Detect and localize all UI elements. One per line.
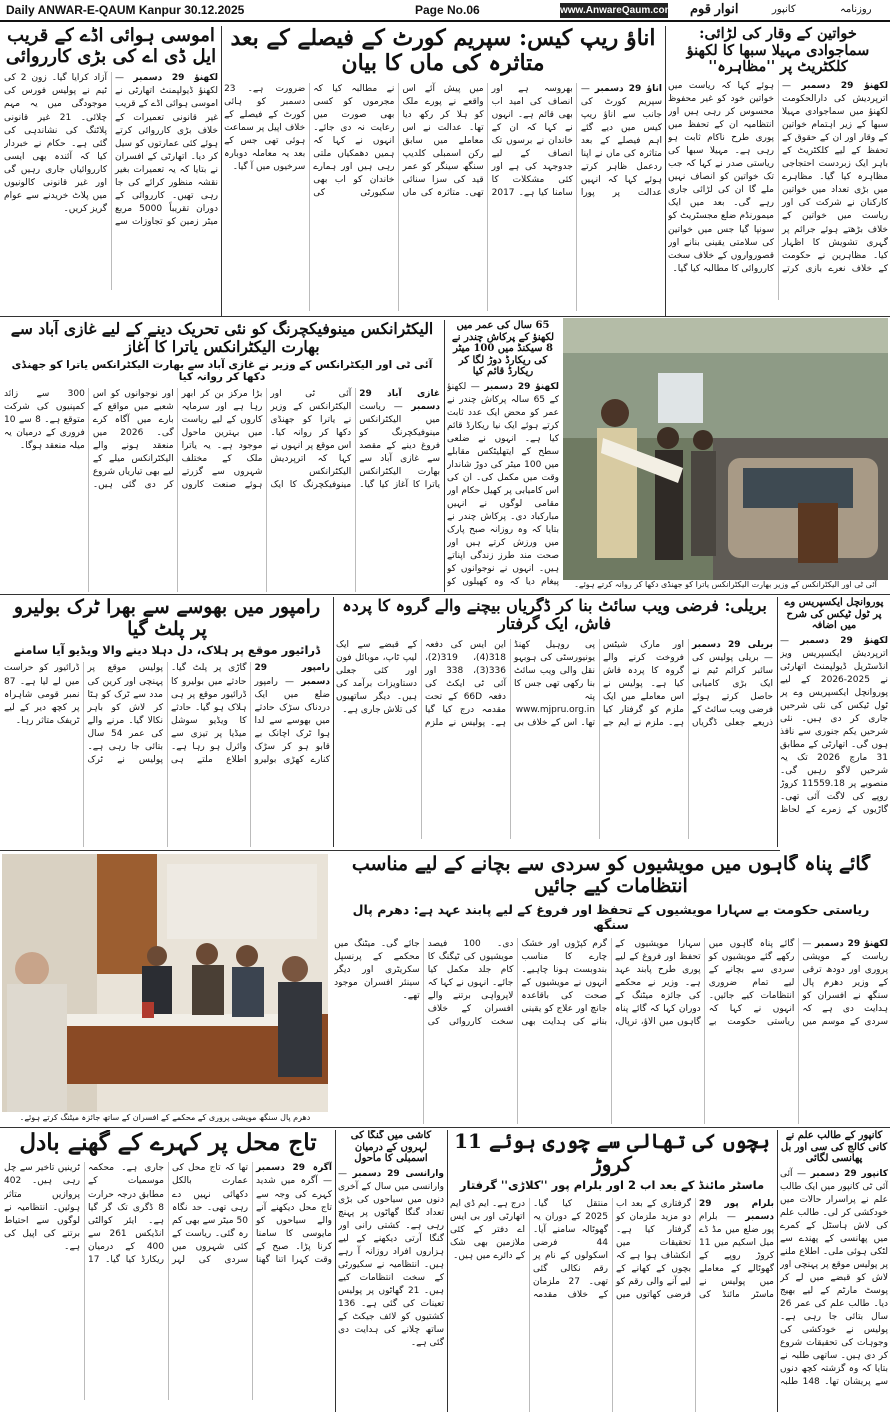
column-rule <box>335 1130 336 1412</box>
subheadline: ڈرائیور موقع پر ہلاک، دل دہلا دینے والا ویڈیو آیا سامنے <box>13 642 321 657</box>
headline: بریلی: فرضی ویب سائٹ بنا کر ڈگریاں بیچنے والے گروہ کا پردہ فاش، ایک گرفتار <box>342 597 767 634</box>
dateline: وارانسی 29 دسمبر <box>352 1168 444 1179</box>
body-text: بریلی پولیس کی سائبر کرائم ٹیم نے ایک بڑی کامیابی حاصل کرتے ہوئے فرضی ویب سائٹ کے ذریعے جعلی ڈگریاں اور مارک شیٹس فروخت کرنے والے گروہ کا پردہ فاش کیا ہے۔ پولیس نے اس معاملے میں ایک ملزم کو گرفتار کیا ہے۔ ملزم نے ایم جے پی روہیل کھنڈ یونیورسٹی کی ہوبہو نقل والی ویب سائٹ بنا رکھی تھی جس کا پتہ www.mjpru.org.in تھا۔ اس کے خلاف بی این ایس کی دفعہ 318(4)، 319(2)، 336(3)، 338 اور آئی ٹی ایکٹ کی دفعہ 66D کے تحت مقدمہ درج کیا گیا ہے۔ پولیس نے ملزم کے قبضے سے ایک لیپ ٹاپ، موبائل فون اور کئی جعلی دستاویزات برآمد کی ہیں۔ دیگر ساتھیوں کی تلاش جاری ہے۔ <box>336 639 773 729</box>
article-unnao-case <box>224 26 662 311</box>
dateline: بریلی 29 دسمبر <box>692 639 773 650</box>
article-purvanchal <box>780 597 888 847</box>
photo-caption: دھرم پال سنگھ مویشی پروری کے محکمے کے افسران کے ساتھ جائزہ میٹنگ کرتے ہوئے۔ <box>19 1113 311 1122</box>
column-rule <box>665 26 666 316</box>
dateline: غازی آباد 29 دسمبر <box>359 388 440 412</box>
subheadline: آئی ٹی اور الیکٹرانکس کے وزیر نے غازی آباد سے بھارت الیکٹرانکس یاترا کو جھنڈی دکھا کر روانہ کیا <box>11 358 433 384</box>
article-body: کانپور 29 دسمبر — آئی آئی ٹی کانپور میں ایک طالب علم نے پراسرار حالات میں خودکشی کر لی۔ طالب علم کی لاش ہاسٹل کے کمرے میں پھانسی کے پھندے سے لٹکی ہوئی ملی۔ اطلاع ملنے پر پولیس موقع پر پہنچی اور لاش کو قبضے میں لے کر پوسٹ مارٹم کے لیے بھیج دیا۔ طالب علم کی عمر 26 سال بتائی جا رہی ہے۔ پولیس نے خودکشی کی وجوہات کی تحقیقات شروع کر دی ہیں۔ ساتھی طلبہ نے بتایا کہ وہ گزشتہ کچھ دنوں سے پریشان تھا۔ 148 طلبہ <box>780 1168 888 1403</box>
column-rule <box>777 597 778 847</box>
article-body: بلرام پور 29 دسمبر — بلرام پور ضلع میں مڈ ڈے میل اسکیم میں 11 کروڑ روپے کے گھوٹالے کے معاملے میں پولیس نے ماسٹر مائنڈ کی گرفتاری کے بعد اب دو مزید ملزمان کو گرفتار کیا ہے۔ تحقیقات میں انکشاف ہوا ہے کہ بچوں کے کھانے کے لیے آنے والی رقم کو فرضی کھاتوں میں منتقل کیا گیا۔ 2025 کے دوران یہ گھوٹالہ سامنے آیا۔ 44 فرضی اسکولوں کے نام پر رقم نکالی گئی تھی۔ 27 ملزمان کے خلاف مقدمہ درج ہے۔ ایم ڈی ایم اتھارٹی اور بی ایس اے دفتر کے کئی ملازمین بھی شک کے دائرے میں ہیں۔ <box>450 1198 774 1301</box>
headline: اناؤ ریپ کیس: سپریم کورٹ کے فیصلے کے بعد متاثرہ کی ماں کا بیان <box>230 26 656 77</box>
dateline: لکھنؤ 29 دسمبر <box>801 81 888 92</box>
website-link[interactable]: www.AnwareQaum.com <box>560 5 674 16</box>
article-amausi-airport <box>4 26 218 311</box>
article-rampur-truck <box>4 597 330 847</box>
dateline: اناؤ 29 دسمبر <box>594 83 662 94</box>
article-kanpur-ghat <box>338 1130 444 1412</box>
body-text: رامپور ضلع میں ایک دردناک سڑک حادثے میں بھوسے سے لدا ہوا ٹرک اچانک بے قابو ہو کر سڑک کنارے کھڑی بولیرو گاڑی پر پلٹ گیا۔ حادثے میں بولیرو کا ڈرائیور موقع پر ہی ہلاک ہو گیا۔ حادثے کا ویڈیو سوشل میڈیا پر تیزی سے وائرل ہو رہا ہے۔ اطلاع ملتے ہی پولیس موقع پر پہنچی اور کرین کی مدد سے ٹرک کو ہٹا کر لاش کو باہر نکالا گیا۔ مرنے والے کی عمر 54 سال بتائی جا رہی ہے۔ پولیس نے ٹرک ڈرائیور کو حراست میں لے لیا ہے۔ 87 نمبر قومی شاہراہ پر کچھ دیر کے لیے ٹریفک متاثر رہا۔ <box>4 663 330 765</box>
dateline: لکھنؤ 29 دسمبر <box>814 938 888 949</box>
article-electronics-yatra <box>4 320 440 592</box>
masthead <box>0 0 890 22</box>
photo-meeting <box>2 854 328 1112</box>
body-text: بلرام پور ضلع میں مڈ ڈے میل اسکیم میں 11 کروڑ روپے کے گھوٹالے کے معاملے میں پولیس نے ماسٹر مائنڈ کی گرفتاری کے بعد اب دو مزید ملزمان کو گرفتار کیا ہے۔ تحقیقات میں انکشاف ہوا ہے کہ بچوں کے کھانے کے لیے آنے والی رقم کو فرضی کھاتوں میں منتقل کیا گیا۔ 2025 کے دوران یہ گھوٹالہ سامنے آیا۔ 44 فرضی اسکولوں کے نام پر رقم نکالی گئی تھی۔ 27 ملزمان کے خلاف مقدمہ درج ہے۔ ایم ڈی ایم اتھارٹی اور بی ایس اے دفتر کے کئی ملازمین بھی شک کے دائرے میں ہیں۔ <box>450 1198 774 1301</box>
article-womens-struggle <box>668 26 888 311</box>
column-rule <box>221 26 222 316</box>
headline: پوروانچل ایکسپریس وے پر ٹول ٹیکس کی شرح میں اضافہ <box>784 597 884 631</box>
column-rule <box>777 1130 778 1412</box>
body-text: ریاست میں الیکٹرانکس مینوفیکچرنگ کو فروغ دینے کے مقصد سے غازی آباد سے بھارت الیکٹرانکس یاترا کا آغاز کیا گیا۔ آئی ٹی اور الیکٹرانکس کے وزیر نے یاترا کو جھنڈی دکھا کر روانہ کیا۔ اس موقع پر انہوں نے کہا کہ اترپردیش الیکٹرانکس مینوفیکچرنگ کا ایک بڑا مرکز بن کر ابھر رہا ہے اور سرمایہ کاروں کے لیے ریاست میں بہترین ماحول موجود ہے۔ یہ یاترا ملک کے مختلف شہروں سے گزرتے ہوئے صنعت کاروں اور نوجوانوں کو اس شعبے میں مواقع کے بارے میں آگاہ کرے گی۔ 2026 میں منعقد ہونے والے الیکٹرانکس میلے کے لیے بھی تیاریاں شروع کر دی گئی ہیں۔ 300 سے زائد کمپنیوں کی شرکت متوقع ہے۔ 8 سے 10 فروری کے درمیان یہ میلہ منعقد ہوگا۔ <box>4 388 440 491</box>
article-body: لکھنؤ 29 دسمبر — ریاست کے مویشی پروری اور دودھ ترقی کے وزیر دھرم پال سنگھ نے افسران کو ہدایت دی ہے کہ سردی کے موسم میں گائے پناہ گاہوں میں رکھے گئے مویشیوں کو سردی سے بچانے کے لیے تمام ضروری انتظامات کیے جائیں۔ انہوں نے کہا کہ ریاستی حکومت بے سہارا مویشیوں کے تحفظ اور فروغ کے لیے پوری طرح پابند عہد ہے۔ وزیر نے محکمے کی جائزہ میٹنگ کے دوران کہا کہ گائے پناہ گاہوں میں الاؤ، ترپال، گرم کپڑوں اور خشک چارے کا مناسب بندوبست ہونا چاہیے۔ انہوں نے مویشیوں کے صحت کی باقاعدہ جانچ اور علاج کو یقینی بنانے کی ہدایت بھی دی۔ 100 فیصد مویشیوں کی ٹیگنگ کا کام جلد مکمل کیا جائے۔ انہوں نے کہا کہ لاپرواہی برتنے والے افسران کے خلاف سخت کارروائی کی جائے گی۔ میٹنگ میں محکمے کے پرنسپل سکریٹری اور دیگر سینئر افسران موجود تھے۔ <box>334 938 888 1027</box>
article-body: اناؤ 29 دسمبر — سپریم کورٹ کی جانب سے اناؤ ریپ کیس میں دیے گئے اہم فیصلے کے بعد متاثرہ کی ماں نے اپنا ردعمل ظاہر کرتے ہوئے کہا کہ انہیں عدالت پر پورا بھروسہ ہے اور انصاف کی امید اب بھی قائم ہے۔ انہوں نے کہا کہ ان کے خاندان نے برسوں تک انصاف کے لیے جدوجہد کی ہے اور کئی مشکلات کا سامنا کیا ہے۔ 2017 میں پیش آئے اس واقعے نے پورے ملک کو ہلا کر رکھ دیا تھا۔ عدالت نے اس معاملے میں سابق رکن اسمبلی کلدیپ سنگھ سینگر کو عمر قید کی سزا سنائی تھی۔ متاثرہ کی ماں نے مطالبہ کیا کہ مجرموں کو کسی بھی صورت میں رعایت نہ دی جائے۔ انہوں نے کہا کہ ہمیں دھمکیاں ملتی رہی ہیں اور ہمارے خاندان کو اب بھی سکیورٹی کی ضرورت ہے۔ 23 دسمبر کو ہائی کورٹ کے فیصلے کے خلاف اپیل پر سماعت ہوئی تھی جس کے بعد یہ معاملہ دوبارہ سرخیوں میں آ گیا۔ <box>224 83 662 198</box>
headline: اموسی ہوائی اڈے کے قریب ایل ڈی اے کی بڑی کارروائی <box>5 26 217 67</box>
headline: کاشی میں گنگا کی لہروں کے درمیان اسمبلی کا ماحول <box>350 1130 432 1164</box>
article-body: لکھنؤ 29 دسمبر — اترپردیش کی دارالحکومت لکھنؤ میں سماجوادی مہیلا سبھا کے زیر اہتمام خواتین کے وقار اور ان کے حقوق کے تحفظ کے لیے کلکٹریٹ کے باہر ایک زبردست احتجاجی مظاہرہ کیا گیا۔ مظاہرے میں بڑی تعداد میں خواتین کارکنان نے شرکت کی اور ریاست میں خواتین کے خلاف بڑھتے ہوئے جرائم پر گہری تشویش کا اظہار کیا۔ مظاہرین نے حکومت کے خلاف نعرے بازی کرتے ہوئے کہا کہ ریاست میں خواتین خود کو غیر محفوظ محسوس کر رہی ہیں اور انتظامیہ ان کے تحفظ میں پوری طرح ناکام ثابت ہو رہی ہے۔ مہیلا سبھا کی ریاستی صدر نے کہا کہ جب تک خواتین کو انصاف نہیں ملے گا ان کی لڑائی جاری رہے گی۔ بعد میں ایک میمورنڈم ضلع مجسٹریٹ کو سونپا گیا جس میں خواتین کی سلامتی یقینی بنانے اور قصورواروں کے خلاف سخت کارروائی کا مطالبہ کیا گیا۔ <box>668 81 888 274</box>
column-rule <box>333 597 334 847</box>
masthead-city: کانپور <box>772 4 796 15</box>
body-text: اترپردیش ایکسپریس ویز انڈسٹریل ڈیولپمنٹ اتھارٹی نے 2025-2026 کے لیے پوروانچل ایکسپریس وے پر ٹول ٹیکس کی نئی شرحیں جاری کر دی ہیں۔ نئی شرحیں یکم جنوری سے نافذ ہوں گی۔ اتھارٹی کے مطابق 31 مارچ 2026 تک یہ شرحیں لاگو رہیں گی۔ منصوبے پر 11559.18 کروڑ روپے کی لاگت آئی تھی۔ گاڑیوں کے زمرے کے لحاظ <box>780 648 888 816</box>
headline: بچوں کی تھالی سے چوری ہوئے 11 کروڑ <box>454 1130 770 1176</box>
headline: 65 سال کی عمر میں لکھنؤ کے پرکاش چندر نے 8 سیکنڈ میں 100 میٹر کی ریکارڈ دوڑ لگا کر ریکارڈ قائم کیا <box>451 320 555 377</box>
photo-electronics-yatra <box>563 318 888 580</box>
body-text: لکھنؤ کے 65 سالہ پرکاش چندر نے عمر کو محض ایک عدد ثابت کرتے ہوئے ایک نیا ریکارڈ قائم کیا ہے۔ انہوں نے ضلعی سطح کے ایتھلیٹکس مقابلے میں 100 میٹر کی دوڑ شاندار وقت میں مکمل کی۔ ان کی اس کامیابی پر کھیل حکام اور مقامی لوگوں نے انہیں مبارکباد دی۔ پرکاش چندر نے بتایا کہ وہ روزانہ صبح پارک میں ورزش کرتے ہیں اور صحت مند طرز زندگی اپناتے ہیں۔ انہوں نے نوجوانوں کو پیغام دیا کہ وہ کھیلوں کو <box>447 381 559 588</box>
body-text: آئی آئی ٹی کانپور میں ایک طالب علم نے پراسرار حالات میں خودکشی کر لی۔ طالب علم کی لاش ہاسٹل کے کمرے میں پھانسی کے پھندے سے لٹکی ہوئی ملی۔ اطلاع ملنے پر پولیس موقع پر پہنچی اور لاش کو قبضے میں لے کر پوسٹ مارٹم کے لیے بھیج دیا۔ طالب علم کی عمر 26 سال بتائی جا رہی ہے۔ پولیس نے خودکشی کی وجوہات کی تحقیقات شروع کر دی ہیں۔ ساتھی طلبہ نے بتایا کہ وہ گزشتہ کچھ دنوں سے پریشان تھا۔ 148 طلبہ <box>780 1168 888 1388</box>
article-taj-mahal <box>4 1130 332 1412</box>
body-text: لکھنؤ ڈیولپمنٹ اتھارٹی نے اموسی ہوائی اڈے کے قریب غیر قانونی تعمیرات کے خلاف بڑی کارروائی کرتے ہوئے کئی عمارتوں کو سیل کر دیا۔ اتھارٹی کے افسران نے بتایا کہ یہ تعمیرات بغیر نقشہ منظور کرائے کی جا رہی تھیں۔ کارروائی کے دوران تقریباً 5000 مربع میٹر زمین کو تجاوزات سے آزاد کرایا گیا۔ زون 2 کی ٹیم نے پولیس فورس کی موجودگی میں یہ مہم چلائی۔ 21 غیر قانونی پلاٹنگ کی نشاندہی کی گئی ہے۔ حکام نے خبردار کیا کہ آئندہ بھی ایسی کارروائیاں جاری رہیں گی اور غیر قانونی کالونیوں میں پلاٹ خریدنے سے عوام گریز کریں۔ <box>4 73 218 227</box>
paper-logo: انوار قوم <box>690 1 739 16</box>
body-text: ریاست کے مویشی پروری اور دودھ ترقی کے وزیر دھرم پال سنگھ نے افسران کو ہدایت دی ہے کہ سردی کے موسم میں گائے پناہ گاہوں میں رکھے گئے مویشیوں کو سردی سے بچانے کے لیے تمام ضروری انتظامات کیے جائیں۔ انہوں نے کہا کہ ریاستی حکومت بے سہارا مویشیوں کے تحفظ اور فروغ کے لیے پوری طرح پابند عہد ہے۔ وزیر نے محکمے کی جائزہ میٹنگ کے دوران کہا کہ گائے پناہ گاہوں میں الاؤ، ترپال، گرم کپڑوں اور خشک چارے کا مناسب بندوبست ہونا چاہیے۔ انہوں نے مویشیوں کے صحت کی باقاعدہ جانچ اور علاج کو یقینی بنانے کی ہدایت بھی دی۔ 100 فیصد مویشیوں کی ٹیگنگ کا کام جلد مکمل کیا جائے۔ انہوں نے کہا کہ لاپرواہی برتنے والے افسران کے خلاف سخت کارروائی کی جائے گی۔ میٹنگ میں محکمے کے پرنسپل سکریٹری اور دیگر سینئر افسران موجود تھے۔ <box>334 938 888 1027</box>
photo-caption: آئی ٹی اور الیکٹرانکس کے وزیر بھارت الیکٹرانکس یاترا کو جھنڈی دکھا کر روانہ کرتے ہوئے۔ <box>574 580 877 589</box>
dateline: رامپور 29 دسمبر <box>254 663 330 687</box>
headline: رامپور میں بھوسے سے بھرا ٹرک بولیرو پر پلٹ گیا <box>13 597 321 640</box>
article-mid-day-meal <box>450 1130 774 1412</box>
section-rule <box>0 1127 890 1128</box>
issue-date: 30.12.2025 <box>184 3 245 17</box>
dateline: لکھنؤ 29 دسمبر <box>484 381 559 392</box>
column-rule <box>444 320 445 592</box>
article-body: رامپور 29 دسمبر — رامپور ضلع میں ایک دردناک سڑک حادثے میں بھوسے سے لدا ہوا ٹرک اچانک بے قابو ہو کر سڑک کنارے کھڑی بولیرو گاڑی پر پلٹ گیا۔ حادثے میں بولیرو کا ڈرائیور موقع پر ہی ہلاک ہو گیا۔ حادثے کا ویڈیو سوشل میڈیا پر تیزی سے وائرل ہو رہا ہے۔ اطلاع ملتے ہی پولیس موقع پر پہنچی اور کرین کی مدد سے ٹرک کو ہٹا کر لاش کو باہر نکالا گیا۔ مرنے والے کی عمر 54 سال بتائی جا رہی ہے۔ پولیس نے ٹرک ڈرائیور کو حراست میں لے لیا ہے۔ 87 نمبر قومی شاہراہ پر کچھ دیر کے لیے ٹریفک متاثر رہا۔ <box>4 663 330 765</box>
article-body: بریلی 29 دسمبر — بریلی پولیس کی سائبر کرائم ٹیم نے ایک بڑی کامیابی حاصل کرتے ہوئے فرضی ویب سائٹ کے ذریعے جعلی ڈگریاں اور مارک شیٹس فروخت کرنے والے گروہ کا پردہ فاش کیا ہے۔ پولیس نے اس معاملے میں ایک ملزم کو گرفتار کیا ہے۔ ملزم نے ایم جے پی روہیل کھنڈ یونیورسٹی کی ہوبہو نقل والی ویب سائٹ بنا رکھی تھی جس کا پتہ www.mjpru.org.in تھا۔ اس کے خلاف بی این ایس کی دفعہ 318(4)، 319(2)، 336(3)، 338 اور آئی ٹی ایکٹ کی دفعہ 66D کے تحت مقدمہ درج کیا گیا ہے۔ پولیس نے ملزم کے قبضے سے ایک لیپ ٹاپ، موبائل فون اور کئی جعلی دستاویزات برآمد کی ہیں۔ دیگر ساتھیوں کی تلاش جاری ہے۔ <box>336 639 773 729</box>
body-text: اترپردیش کی دارالحکومت لکھنؤ میں سماجوادی مہیلا سبھا کے زیر اہتمام خواتین کے وقار اور ان کے حقوق کے تحفظ کے لیے کلکٹریٹ کے باہر ایک زبردست احتجاجی مظاہرہ کیا گیا۔ مظاہرے میں بڑی تعداد میں خواتین کارکنان نے شرکت کی اور ریاست میں خواتین کے خلاف بڑھتے ہوئے جرائم پر گہری تشویش کا اظہار کیا۔ مظاہرین نے حکومت کے خلاف نعرے بازی کرتے ہوئے کہا کہ ریاست میں خواتین خود کو غیر محفوظ محسوس کر رہی ہیں اور انتظامیہ ان کے تحفظ میں پوری طرح ناکام ثابت ہو رہی ہے۔ مہیلا سبھا کی ریاستی صدر نے کہا کہ جب تک خواتین کو انصاف نہیں ملے گا ان کی لڑائی جاری رہے گی۔ بعد میں ایک میمورنڈم ضلع مجسٹریٹ کو سونپا گیا جس میں خواتین کی سلامتی یقینی بنانے اور قصورواروں کے خلاف سخت کارروائی کا مطالبہ کیا گیا۔ <box>668 81 888 274</box>
article-body: لکھنؤ 29 دسمبر — اترپردیش ایکسپریس ویز انڈسٹریل ڈیولپمنٹ اتھارٹی نے 2025-2026 کے لیے پوروانچل ایکسپریس وے پر ٹول ٹیکس کی نئی شرحیں جاری کر دی ہیں۔ نئی شرحیں یکم جنوری سے نافذ ہوں گی۔ اتھارٹی کے مطابق 31 مارچ 2026 تک یہ شرحیں لاگو رہیں گی۔ منصوبے پر 11559.18 کروڑ روپے کی لاگت آئی تھی۔ گاڑیوں کے زمرے کے لحاظ <box>780 635 888 825</box>
article-body: لکھنؤ 29 دسمبر — لکھنؤ کے 65 سالہ پرکاش چندر نے عمر کو محض ایک عدد ثابت کرتے ہوئے ایک نیا ریکارڈ قائم کیا ہے۔ انہوں نے ضلعی سطح کے ایتھلیٹکس مقابلے میں 100 میٹر کی دوڑ شاندار وقت میں مکمل کی۔ ان کی اس کامیابی پر کھیل حکام اور مقامی لوگوں نے انہیں مبارکباد دی۔ پرکاش چندر نے بتایا کہ وہ روزانہ صبح پارک میں ورزش کرتے ہیں اور صحت مند طرز زندگی اپناتے ہیں۔ انہوں نے نوجوانوں کو پیغام دیا کہ وہ کھیلوں کو <box>447 381 559 591</box>
article-body: آگرہ 29 دسمبر — آگرہ میں شدید کہرے کی وجہ سے تاج محل دیکھنے آنے والے سیاحوں کو مایوسی کا سامنا کرنا پڑا۔ صبح کے وقت کہرا اتنا گھنا تھا کہ تاج محل کی عمارت بالکل دکھائی نہیں دے رہی تھی۔ حد نگاہ 50 میٹر سے بھی کم رہ گئی۔ ریاست کے کئی شہروں میں سردی کی لہر جاری ہے۔ محکمہ موسمیات کے مطابق درجہ حرارت 8 ڈگری تک گر گیا ہے۔ ایئر کوالٹی انڈیکس 261 سے 400 کے درمیان ریکارڈ کیا گیا۔ 17 ٹرینیں تاخیر سے چل رہی ہیں۔ 402 پروازیں متاثر ہوئیں۔ انتظامیہ نے لوگوں سے احتیاط برتنے کی اپیل کی ہے۔ <box>4 1163 332 1265</box>
dateline: آگرہ 29 دسمبر <box>256 1163 332 1174</box>
dateline: لکھنؤ 29 دسمبر <box>800 635 888 646</box>
article-bareilly-fake <box>336 597 773 847</box>
body-text: آگرہ میں شدید کہرے کی وجہ سے تاج محل دیکھنے آنے والے سیاحوں کو مایوسی کا سامنا کرنا پڑا۔ صبح کے وقت کہرا اتنا گھنا تھا کہ تاج محل کی عمارت بالکل دکھائی نہیں دے رہی تھی۔ حد نگاہ 50 میٹر سے بھی کم رہ گئی۔ ریاست کے کئی شہروں میں سردی کی لہر جاری ہے۔ محکمہ موسمیات کے مطابق درجہ حرارت 8 ڈگری تک گر گیا ہے۔ ایئر کوالٹی انڈیکس 261 سے 400 کے درمیان ریکارڈ کیا گیا۔ 17 ٹرینیں تاخیر سے چل رہی ہیں۔ 402 پروازیں متاثر ہوئیں۔ انتظامیہ نے لوگوں سے احتیاط برتنے کی اپیل کی ہے۔ <box>4 1163 332 1265</box>
photo-icon <box>563 318 888 580</box>
column-rule <box>447 1130 448 1412</box>
article-body: لکھنؤ 29 دسمبر — لکھنؤ ڈیولپمنٹ اتھارٹی نے اموسی ہوائی اڈے کے قریب غیر قانونی تعمیرات کے خلاف بڑی کارروائی کرتے ہوئے کئی عمارتوں کو سیل کر دیا۔ اتھارٹی کے افسران نے بتایا کہ یہ تعمیرات بغیر نقشہ منظور کرائے کی جا رہی تھیں۔ کارروائی کے دوران تقریباً 5000 مربع میٹر زمین کو تجاوزات سے آزاد کرایا گیا۔ زون 2 کی ٹیم نے پولیس فورس کی موجودگی میں یہ مہم چلائی۔ 21 غیر قانونی پلاٹنگ کی نشاندہی کی گئی ہے۔ حکام نے خبردار کیا کہ آئندہ بھی ایسی کارروائیاں جاری رہیں گی اور غیر قانونی کالونیوں میں پلاٹ خریدنے سے عوام گریز کریں۔ <box>4 73 218 227</box>
body-text: وارانسی میں سال کے آخری دنوں میں سیاحوں کی بڑی تعداد گنگا گھاٹوں پر پہنچ رہی ہے۔ کشتی رانی اور گنگا آرتی دیکھنے کے لیے ہزاروں افراد روزانہ آ رہے ہیں۔ انتظامیہ نے سکیورٹی کے سخت انتظامات کیے ہیں۔ 21 گھاٹوں پر پولیس تعینات کی گئی ہے۔ 136 کشتیوں کو لائف جیکٹ کے ساتھ چلانے کی ہدایت دی گئی ہے۔ <box>338 1181 444 1349</box>
article-body: غازی آباد 29 دسمبر — ریاست میں الیکٹرانکس مینوفیکچرنگ کو فروغ دینے کے مقصد سے غازی آباد سے بھارت الیکٹرانکس یاترا کا آغاز کیا گیا۔ آئی ٹی اور الیکٹرانکس کے وزیر نے یاترا کو جھنڈی دکھا کر روانہ کیا۔ اس موقع پر انہوں نے کہا کہ اترپردیش الیکٹرانکس مینوفیکچرنگ کا ایک بڑا مرکز بن کر ابھر رہا ہے اور سرمایہ کاروں کے لیے ریاست میں بہترین ماحول موجود ہے۔ یہ یاترا ملک کے مختلف شہروں سے گزرتے ہوئے صنعت کاروں اور نوجوانوں کو اس شعبے میں مواقع کے بارے میں آگاہ کرے گی۔ 2026 میں منعقد ہونے والے الیکٹرانکس میلے کے لیے بھی تیاریاں شروع کر دی گئی ہیں۔ 300 سے زائد کمپنیوں کی شرکت متوقع ہے۔ 8 سے 10 فروری کے درمیان یہ میلہ منعقد ہوگا۔ <box>4 388 440 491</box>
section-rule <box>0 594 890 595</box>
article-cattle-shelter <box>334 854 888 1124</box>
subheadline: ریاستی حکومت بے سہارا مویشیوں کے تحفظ اور فروغ کے لیے پابند عہد ہے: دھرم پال سنگھ <box>352 901 870 932</box>
section-rule <box>0 316 890 317</box>
headline: کانپور کے طالب علم نے کانی کالج کی سی اور بل پھانسی لگائی <box>780 1130 888 1164</box>
headline: تاج محل پر کہرے کے گھنے بادل <box>19 1130 317 1156</box>
photo-icon <box>2 854 328 1112</box>
masthead-daily: روزنامہ <box>840 4 872 15</box>
article-body: وارانسی 29 دسمبر — وارانسی میں سال کے آخری دنوں میں سیاحوں کی بڑی تعداد گنگا گھاٹوں پر پہنچ رہی ہے۔ کشتی رانی اور گنگا آرتی دیکھنے کے لیے ہزاروں افراد روزانہ آ رہے ہیں۔ انتظامیہ نے سکیورٹی کے سخت انتظامات کیے ہیں۔ 21 گھاٹوں پر پولیس تعینات کی گئی ہے۔ 136 کشتیوں کو لائف جیکٹ کے ساتھ چلانے کی ہدایت دی گئی ہے۔ <box>338 1168 444 1349</box>
subheadline: ماسٹر مائنڈ کے بعد اب 2 اور بلرام پور ''کلاڑی'' گرفتار <box>459 1178 765 1192</box>
article-iit-kanpur <box>780 1130 888 1412</box>
dateline: بلرام پور 29 دسمبر <box>699 1198 774 1222</box>
article-record-run <box>447 320 559 592</box>
body-text: سپریم کورٹ کی جانب سے اناؤ ریپ کیس میں دیے گئے اہم فیصلے کے بعد متاثرہ کی ماں نے اپنا ردعمل ظاہر کرتے ہوئے کہا کہ انہیں عدالت پر پورا بھروسہ ہے اور انصاف کی امید اب بھی قائم ہے۔ انہوں نے کہا کہ ان کے خاندان نے برسوں تک انصاف کے لیے جدوجہد کی ہے اور کئی مشکلات کا سامنا کیا ہے۔ 2017 میں پیش آئے اس واقعے نے پورے ملک کو ہلا کر رکھ دیا تھا۔ عدالت نے اس معاملے میں سابق رکن اسمبلی کلدیپ سنگھ سینگر کو عمر قید کی سزا سنائی تھی۔ متاثرہ کی ماں نے مطالبہ کیا کہ مجرموں کو کسی بھی صورت میں رعایت نہ دی جائے۔ انہوں نے کہا کہ ہمیں دھمکیاں ملتی رہی ہیں اور ہمارے خاندان کو اب بھی سکیورٹی کی ضرورت ہے۔ 23 دسمبر کو ہائی کورٹ کے فیصلے کے خلاف اپیل پر سماعت ہوئی تھی جس کے بعد یہ معاملہ دوبارہ سرخیوں میں آ گیا۔ <box>224 83 662 198</box>
headline: الیکٹرانکس مینوفیکچرنگ کو نئی تحریک دینے کے لیے غازی آباد سے بھارت الیکٹرانکس یاترا کا آغاز <box>10 320 434 356</box>
headline: خواتین کے وقار کی لڑائی: سماجوادی مہیلا سبھا کا لکھنؤ کلکٹریٹ پر ''مظاہرہ'' <box>686 26 870 76</box>
masthead-left <box>6 3 244 17</box>
section-rule <box>0 850 780 851</box>
dateline: کانپور 29 دسمبر <box>810 1168 888 1179</box>
paper-name: Daily ANWAR-E-QAUM Kanpur <box>6 3 181 17</box>
page-number: Page No.06 <box>415 3 480 17</box>
headline: گائے پناہ گاہوں میں مویشیوں کو سردی سے بچانے کے لیے مناسب انتظامات کیے جائیں <box>351 854 871 897</box>
dateline: لکھنؤ 29 دسمبر <box>133 73 218 84</box>
